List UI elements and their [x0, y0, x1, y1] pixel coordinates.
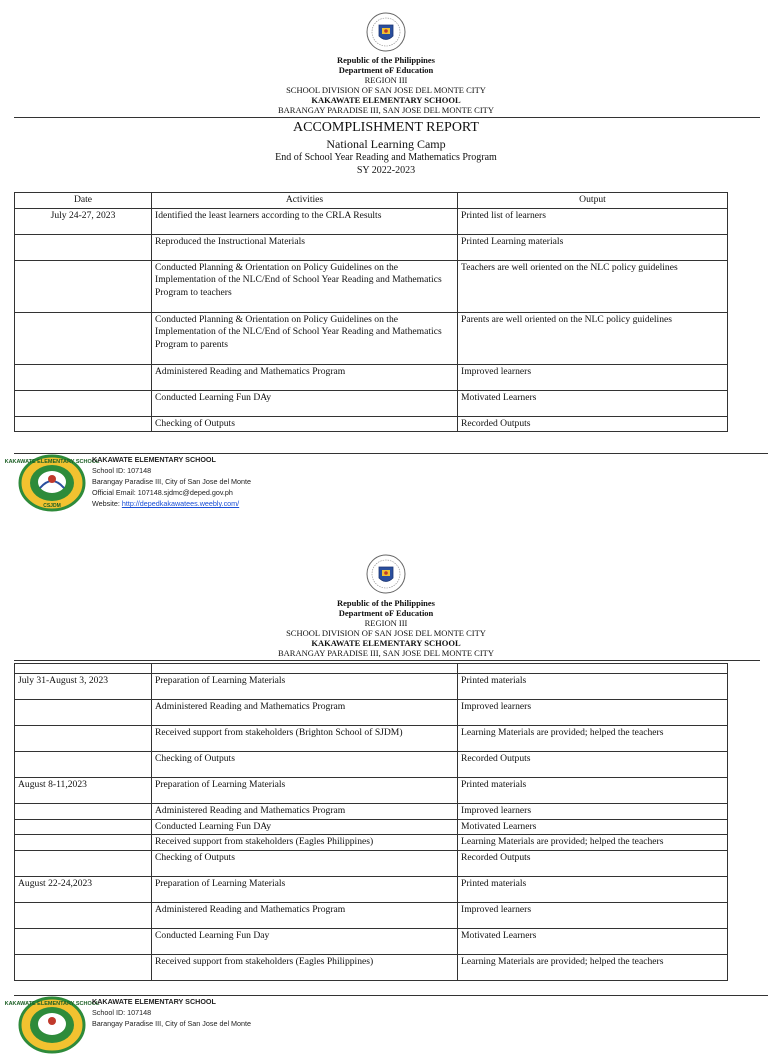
school-footer: [4, 452, 768, 512]
activity-cell: Received support from stakeholders (Eagles Philippines): [152, 835, 458, 851]
empty-header-cell: [152, 664, 458, 674]
table-row: [15, 819, 728, 835]
region-line: REGION III: [364, 618, 408, 628]
table-row: [15, 902, 728, 928]
activity-cell: Conducted Learning Fun Day: [152, 928, 458, 954]
footer-school-id: School ID: 107148: [92, 466, 152, 475]
activity-cell: Preparation of Learning Materials: [152, 876, 458, 902]
table-row: [15, 364, 728, 390]
barangay-line: BARANGAY PARADISE III, SAN JOSE DEL MONTE CITY: [278, 105, 494, 115]
table-row: [15, 726, 728, 752]
output-cell: Recorded Outputs: [458, 850, 728, 876]
date-cell: [15, 752, 152, 778]
output-cell: Motivated Learners: [458, 928, 728, 954]
table-row: [15, 835, 728, 851]
report-title: ACCOMPLISHMENT REPORT: [293, 120, 479, 135]
date-cell: [15, 234, 152, 260]
output-cell: Learning Materials are provided; helped the teachers: [458, 835, 728, 851]
page2-letterhead: [0, 598, 772, 658]
output-cell: Motivated Learners: [458, 390, 728, 416]
activity-cell: Administered Reading and Mathematics Program: [152, 902, 458, 928]
logo-top-text: KAKAWATE ELEMENTARY SCHOOL: [4, 459, 100, 465]
activity-cell: Identified the least learners according to the CRLA Results: [152, 208, 458, 234]
date-cell: July 31-August 3, 2023: [15, 674, 152, 700]
page1-letterhead: [0, 55, 772, 115]
table-row: [15, 928, 728, 954]
header-divider: [14, 117, 760, 118]
activity-cell: Conducted Planning & Orientation on Policy Guidelines on the Implementation of the NLC/End of School Year Reading and Mathematics Program to teachers: [152, 260, 458, 312]
output-cell: Improved learners: [458, 804, 728, 820]
date-cell: [15, 850, 152, 876]
output-cell: Printed materials: [458, 876, 728, 902]
activity-cell: Checking of Outputs: [152, 752, 458, 778]
date-cell: [15, 835, 152, 851]
table-row: [15, 752, 728, 778]
logo-bottom-text: CSJDM: [43, 503, 61, 509]
date-cell: [15, 804, 152, 820]
output-cell: Printed Learning materials: [458, 234, 728, 260]
col-header-activities: Activities: [152, 193, 458, 209]
division-line: SCHOOL DIVISION OF SAN JOSE DEL MONTE CITY: [286, 85, 486, 95]
activity-cell: Conducted Learning Fun DAy: [152, 819, 458, 835]
activity-cell: Administered Reading and Mathematics Program: [152, 804, 458, 820]
date-cell: [15, 726, 152, 752]
school-logo-icon: [4, 996, 100, 1054]
date-cell: [15, 390, 152, 416]
report-school-year: SY 2022-2023: [356, 165, 416, 176]
table-row: [15, 208, 728, 234]
accomplishment-table-2: [14, 663, 728, 981]
department-line: Department oF Education: [338, 608, 434, 618]
footer-text: [92, 454, 251, 509]
footer-website: [92, 498, 251, 509]
empty-header-cell: [458, 664, 728, 674]
output-cell: Printed list of learners: [458, 208, 728, 234]
header-divider: [14, 660, 760, 661]
footer-school-name: KAKAWATE ELEMENTARY SCHOOL: [92, 455, 216, 464]
deped-seal-icon: [366, 554, 406, 594]
activity-cell: Preparation of Learning Materials: [152, 778, 458, 804]
date-cell: [15, 819, 152, 835]
output-cell: Learning Materials are provided; helped the teachers: [458, 726, 728, 752]
date-cell: August 22-24,2023: [15, 876, 152, 902]
output-cell: Recorded Outputs: [458, 416, 728, 432]
school-footer: [4, 994, 768, 1054]
activity-cell: Received support from stakeholders (Brighton School of SJDM): [152, 726, 458, 752]
table-row: [15, 954, 728, 980]
activity-cell: Checking of Outputs: [152, 416, 458, 432]
date-cell: [15, 954, 152, 980]
department-line: Department oF Education: [338, 65, 434, 75]
activity-cell: Conducted Planning & Orientation on Policy Guidelines on the Implementation of the NLC/End of School Year Reading and Mathematics Program to parents: [152, 312, 458, 364]
table-row: [15, 804, 728, 820]
col-header-output: Output: [458, 193, 728, 209]
report-subtitle: National Learning Camp: [326, 137, 446, 151]
date-cell: August 8-11,2023: [15, 778, 152, 804]
footer-address: Barangay Paradise III, City of San Jose del Monte: [92, 1019, 252, 1028]
output-cell: Parents are well oriented on the NLC policy guidelines: [458, 312, 728, 364]
table-row: [15, 778, 728, 804]
date-cell: [15, 902, 152, 928]
activity-cell: Conducted Learning Fun DAy: [152, 390, 458, 416]
website-link[interactable]: http://depedkakawatees.weebly.com/: [121, 499, 240, 508]
table-row: [15, 674, 728, 700]
activity-cell: Checking of Outputs: [152, 850, 458, 876]
school-line: KAKAWATE ELEMENTARY SCHOOL: [311, 95, 461, 105]
table-row: [15, 850, 728, 876]
output-cell: Motivated Learners: [458, 819, 728, 835]
output-cell: Printed materials: [458, 778, 728, 804]
table-row: [15, 700, 728, 726]
footer-text: [92, 996, 251, 1029]
output-cell: Teachers are well oriented on the NLC policy guidelines: [458, 260, 728, 312]
footer-school-name: KAKAWATE ELEMENTARY SCHOOL: [92, 997, 216, 1006]
table-row: [15, 234, 728, 260]
table-row: [15, 416, 728, 432]
output-cell: Recorded Outputs: [458, 752, 728, 778]
date-cell: [15, 700, 152, 726]
school-logo-icon: [4, 454, 100, 512]
table-row: [15, 390, 728, 416]
output-cell: Improved learners: [458, 700, 728, 726]
footer-school-id: School ID: 107148: [92, 1008, 152, 1017]
date-cell: [15, 928, 152, 954]
output-cell: Improved learners: [458, 902, 728, 928]
accomplishment-table-1: [14, 192, 728, 432]
empty-header-cell: [15, 664, 152, 674]
republic-line: Republic of the Philippines: [336, 55, 435, 65]
footer-email: Official Email: 107148.sjdmc@deped.gov.ph: [92, 488, 233, 497]
output-cell: Improved learners: [458, 364, 728, 390]
activity-cell: Reproduced the Instructional Materials: [152, 234, 458, 260]
table-row: [15, 260, 728, 312]
output-cell: Learning Materials are provided; helped the teachers: [458, 954, 728, 980]
activity-cell: Administered Reading and Mathematics Program: [152, 364, 458, 390]
date-cell: [15, 260, 152, 312]
col-header-date: Date: [15, 193, 152, 209]
date-cell: [15, 364, 152, 390]
region-line: REGION III: [364, 75, 408, 85]
activity-cell: Received support from stakeholders (Eagles Philippines): [152, 954, 458, 980]
activity-cell: Preparation of Learning Materials: [152, 674, 458, 700]
deped-seal-icon: [366, 12, 406, 52]
division-line: SCHOOL DIVISION OF SAN JOSE DEL MONTE CITY: [286, 628, 486, 638]
table-row: [15, 312, 728, 364]
logo-top-text: KAKAWATE ELEMENTARY SCHOOL: [4, 1001, 100, 1007]
date-cell: [15, 312, 152, 364]
table-row: [15, 876, 728, 902]
date-cell: July 24-27, 2023: [15, 208, 152, 234]
output-cell: Printed materials: [458, 674, 728, 700]
report-program: End of School Year Reading and Mathematics Program: [275, 152, 497, 163]
activity-cell: Administered Reading and Mathematics Program: [152, 700, 458, 726]
footer-address: Barangay Paradise III, City of San Jose del Monte: [92, 477, 252, 486]
school-line: KAKAWATE ELEMENTARY SCHOOL: [311, 638, 461, 648]
date-cell: [15, 416, 152, 432]
barangay-line: BARANGAY PARADISE III, SAN JOSE DEL MONTE CITY: [278, 648, 494, 658]
footer-website-label: Website:: [92, 499, 122, 508]
republic-line: Republic of the Philippines: [336, 598, 435, 608]
